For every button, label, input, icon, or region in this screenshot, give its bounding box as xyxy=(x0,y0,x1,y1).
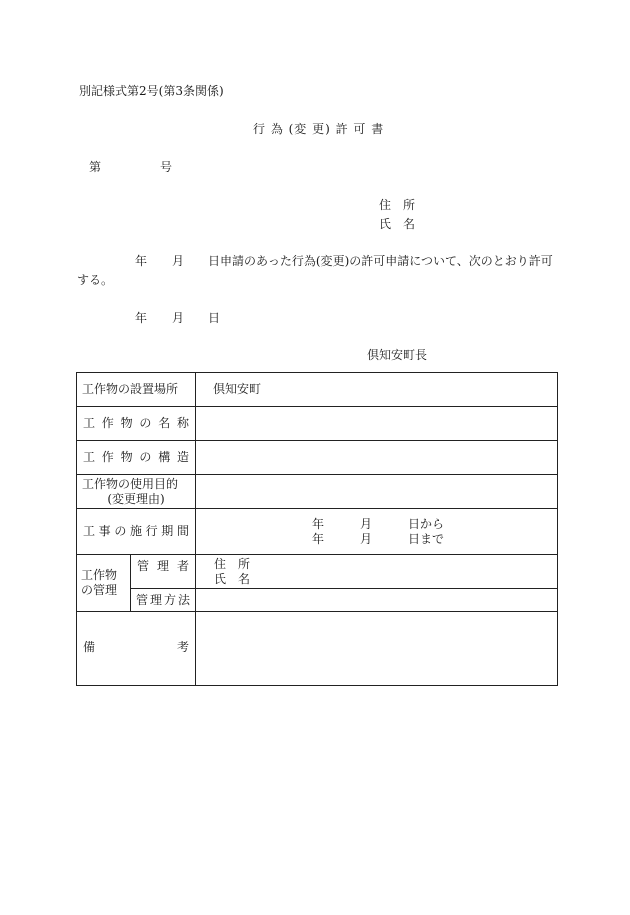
body-text-line2: する。 xyxy=(77,273,114,287)
issue-year: 年 xyxy=(135,311,148,325)
label-structure xyxy=(77,441,196,475)
row-location xyxy=(77,373,558,407)
label-remarks: 備 考 xyxy=(77,612,196,686)
manager-name-label: 氏 名 xyxy=(214,571,251,586)
label-manager: 管 理 者 xyxy=(131,555,196,589)
label-management-group: 工作物 の管理 xyxy=(77,555,131,612)
label-purpose-reason: (変更理由) xyxy=(107,491,165,506)
addressee-address-label: 住 所 xyxy=(379,198,416,212)
row-manager xyxy=(77,555,558,589)
value-remarks xyxy=(196,612,558,686)
label-method: 管 理 方 法 xyxy=(131,589,196,612)
row-purpose xyxy=(77,475,558,509)
value-location xyxy=(196,373,558,407)
value-period xyxy=(196,509,558,555)
number-prefix: 第 xyxy=(89,160,102,174)
label-structure-text: 工 作 物 の 構 造 xyxy=(83,450,189,464)
manager-address-label: 住 所 xyxy=(214,556,251,571)
row-name xyxy=(77,407,558,441)
row-method xyxy=(77,589,558,612)
body-month: 月 xyxy=(172,254,185,268)
issuer: 倶知安町長 xyxy=(367,348,428,362)
value-purpose xyxy=(196,475,558,509)
location-value: 倶知安町 xyxy=(213,382,262,396)
period-end: 年 月 日まで xyxy=(312,531,445,546)
form-label: 別記様式第2号(第3条関係) xyxy=(79,84,224,98)
row-structure xyxy=(77,441,558,475)
label-purpose xyxy=(77,475,196,509)
addressee-name-label: 氏 名 xyxy=(379,217,416,231)
document-title: 行 為 (変 更) 許 可 書 xyxy=(253,122,385,136)
body-year: 年 xyxy=(135,254,148,268)
label-period-text: 工 事 の 施 行 期 間 xyxy=(83,524,189,538)
issue-month: 月 xyxy=(172,311,185,325)
value-name xyxy=(196,407,558,441)
issue-day: 日 xyxy=(208,311,221,325)
label-name xyxy=(77,407,196,441)
value-structure xyxy=(196,441,558,475)
label-purpose-text: 工作物の使用目的 xyxy=(82,476,179,491)
body-text-line1: 日申請のあった行為(変更)の許可申請について、次のとおり許可 xyxy=(208,254,553,268)
value-method xyxy=(196,589,558,612)
number-suffix: 号 xyxy=(160,160,173,174)
label-name-text: 工 作 物 の 名 称 xyxy=(83,416,189,430)
row-period xyxy=(77,509,558,555)
label-period xyxy=(77,509,196,555)
period-start: 年 月 日から xyxy=(312,516,445,531)
row-remarks xyxy=(77,612,558,686)
permit-table xyxy=(76,372,558,686)
value-manager xyxy=(196,555,558,589)
label-location: 工作物の設置場所 xyxy=(77,373,196,407)
